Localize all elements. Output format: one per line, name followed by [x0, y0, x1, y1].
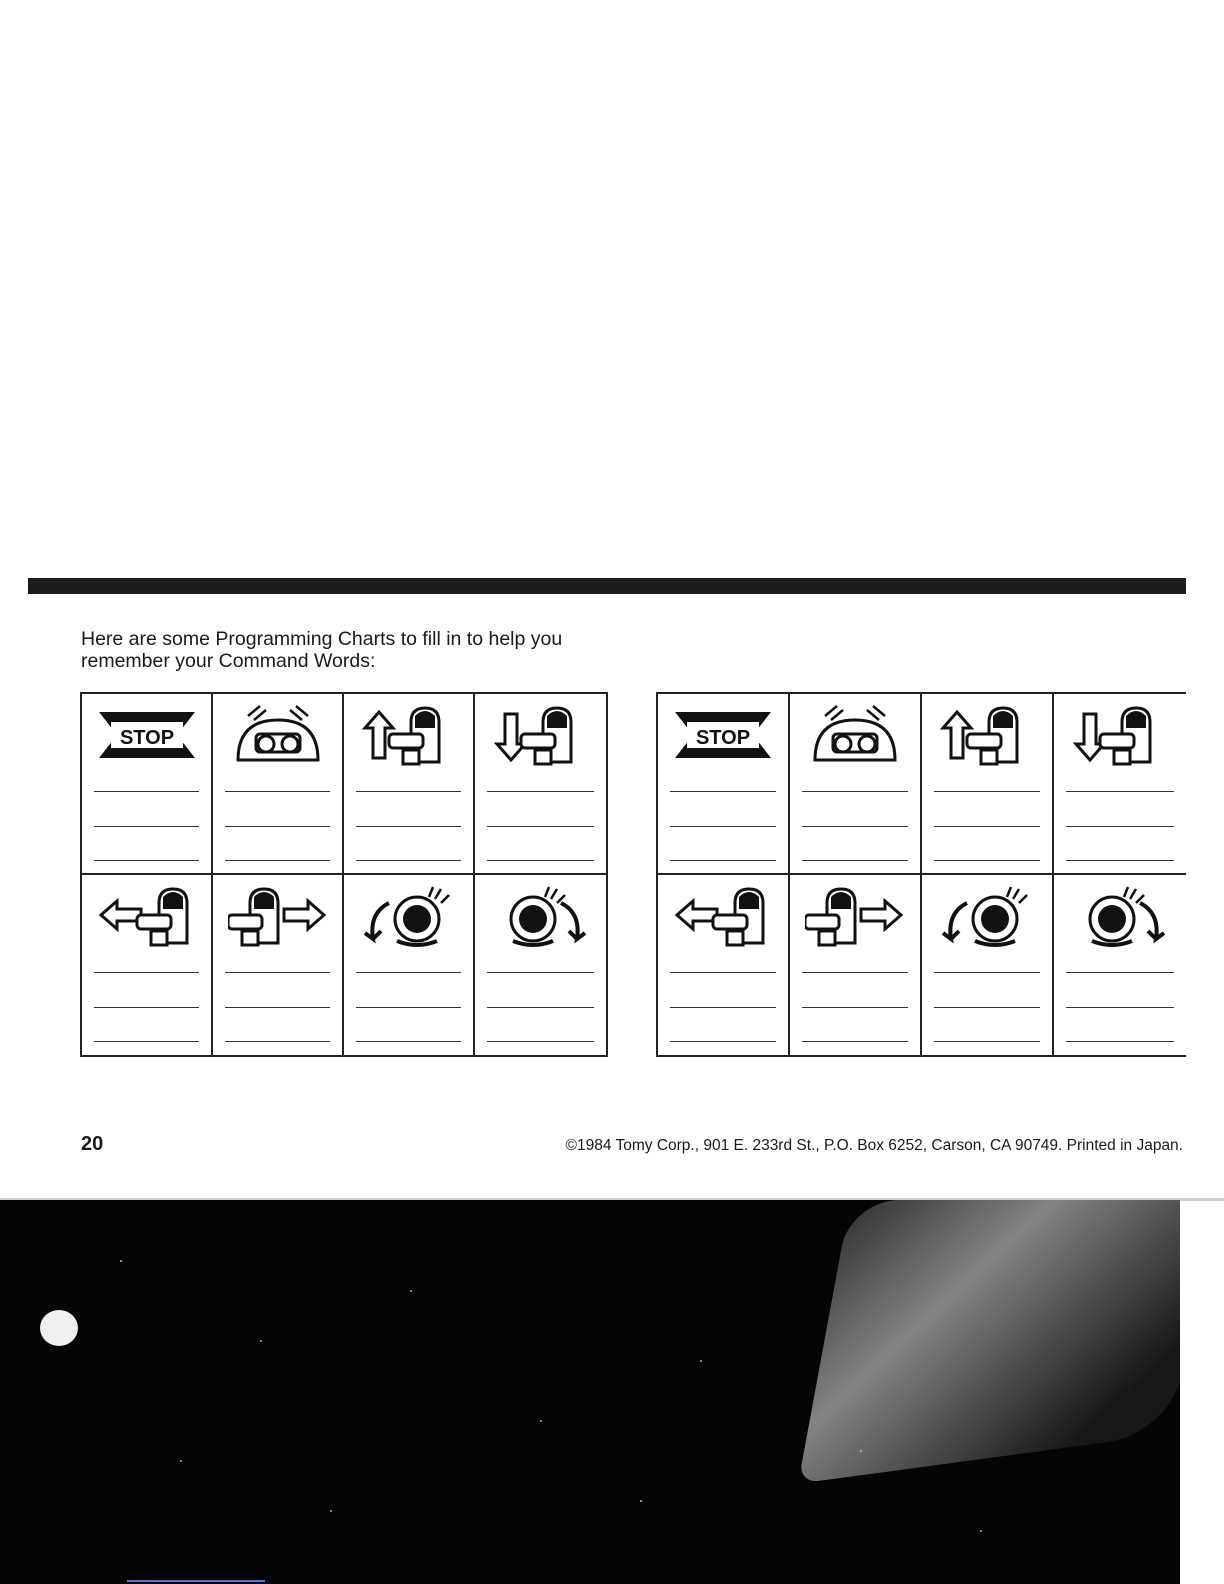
backward-arrow-robot-icon: [1070, 702, 1170, 768]
stop-sign-icon: [97, 702, 197, 768]
chart-cell-stop[interactable]: [658, 694, 790, 875]
chart-cell-backward[interactable]: [475, 694, 606, 875]
write-line[interactable]: [487, 1041, 594, 1042]
blue-mark: [127, 1580, 265, 1582]
robot-head-talk-icon: [228, 702, 328, 768]
chart-cell-left[interactable]: [82, 875, 213, 1056]
write-line[interactable]: [487, 972, 594, 973]
robot-head-talk-icon: [805, 702, 905, 768]
rotate-right-robot-icon: [1070, 883, 1170, 949]
header-rule-bar: [28, 578, 1186, 594]
write-line[interactable]: [934, 972, 1040, 973]
write-line[interactable]: [487, 826, 594, 827]
write-line[interactable]: [94, 791, 199, 792]
write-line[interactable]: [802, 1041, 908, 1042]
write-line[interactable]: [225, 1041, 330, 1042]
write-line[interactable]: [487, 791, 594, 792]
write-line[interactable]: [94, 1007, 199, 1008]
star: [700, 1360, 702, 1362]
copyright-notice: ©1984 Tomy Corp., 901 E. 233rd St., P.O. Box 6252, Carson, CA 90749. Printed in Japan.: [565, 1137, 1183, 1154]
programming-chart-left: [80, 692, 608, 1057]
write-line[interactable]: [1066, 791, 1174, 792]
chart-cell-rotate-right[interactable]: [1054, 875, 1186, 1056]
star: [980, 1530, 982, 1532]
chart-cell-right[interactable]: [213, 875, 344, 1056]
write-line[interactable]: [225, 826, 330, 827]
write-line[interactable]: [934, 1007, 1040, 1008]
write-line[interactable]: [670, 1007, 776, 1008]
write-line[interactable]: [225, 1007, 330, 1008]
write-line[interactable]: [94, 826, 199, 827]
binder-hole: [40, 1310, 78, 1346]
intro-line-2: remember your Command Words:: [81, 650, 376, 672]
write-line[interactable]: [934, 1041, 1040, 1042]
right-arrow-robot-icon: [228, 883, 328, 949]
write-line[interactable]: [356, 826, 461, 827]
chart-cell-rotate-left[interactable]: [344, 875, 475, 1056]
write-line[interactable]: [356, 791, 461, 792]
rotate-right-robot-icon: [491, 883, 591, 949]
write-line[interactable]: [356, 1041, 461, 1042]
write-line[interactable]: [802, 860, 908, 861]
backward-arrow-robot-icon: [491, 702, 591, 768]
page-number: 20: [81, 1133, 104, 1155]
write-line[interactable]: [670, 972, 776, 973]
write-line[interactable]: [225, 972, 330, 973]
star: [860, 1450, 862, 1452]
stop-sign-icon: [673, 702, 773, 768]
stop-label: STOP: [119, 727, 174, 749]
chart-cell-backward[interactable]: [1054, 694, 1186, 875]
stop-label: STOP: [695, 727, 751, 749]
write-line[interactable]: [802, 791, 908, 792]
programming-chart-right: [656, 692, 1186, 1057]
forward-arrow-robot-icon: [359, 702, 459, 768]
write-line[interactable]: [94, 860, 199, 861]
intro-text: [81, 628, 641, 672]
star: [540, 1420, 542, 1422]
write-line[interactable]: [356, 1007, 461, 1008]
write-line[interactable]: [670, 1041, 776, 1042]
star: [260, 1340, 262, 1342]
left-arrow-robot-icon: [97, 883, 197, 949]
write-line[interactable]: [934, 826, 1040, 827]
intro-line-1: Here are some Programming Charts to fill in to help you: [81, 628, 563, 650]
write-line[interactable]: [225, 791, 330, 792]
write-line[interactable]: [94, 1041, 199, 1042]
left-arrow-robot-icon: [673, 883, 773, 949]
write-line[interactable]: [356, 860, 461, 861]
write-line[interactable]: [1066, 860, 1174, 861]
rotate-left-robot-icon: [937, 883, 1037, 949]
chart-cell-talk[interactable]: [790, 694, 922, 875]
write-line[interactable]: [94, 972, 199, 973]
write-line[interactable]: [1066, 1041, 1174, 1042]
write-line[interactable]: [1066, 1007, 1174, 1008]
chart-cell-rotate-right[interactable]: [475, 875, 606, 1056]
right-arrow-robot-icon: [805, 883, 905, 949]
write-line[interactable]: [802, 1007, 908, 1008]
write-line[interactable]: [802, 972, 908, 973]
write-line[interactable]: [670, 791, 776, 792]
write-line[interactable]: [802, 826, 908, 827]
star: [180, 1460, 182, 1462]
star: [410, 1290, 412, 1292]
back-cover-photo: [0, 1200, 1180, 1584]
star: [330, 1510, 332, 1512]
write-line[interactable]: [934, 791, 1040, 792]
star: [120, 1260, 122, 1262]
write-line[interactable]: [1066, 972, 1174, 973]
write-line[interactable]: [934, 860, 1040, 861]
rotate-left-robot-icon: [359, 883, 459, 949]
forward-arrow-robot-icon: [937, 702, 1037, 768]
chart-cell-forward[interactable]: [344, 694, 475, 875]
chart-cell-forward[interactable]: [922, 694, 1054, 875]
write-line[interactable]: [225, 860, 330, 861]
write-line[interactable]: [670, 860, 776, 861]
chart-cell-stop[interactable]: [82, 694, 213, 875]
star: [640, 1500, 642, 1502]
write-line[interactable]: [1066, 826, 1174, 827]
write-line[interactable]: [670, 826, 776, 827]
write-line[interactable]: [356, 972, 461, 973]
write-line[interactable]: [487, 860, 594, 861]
chart-cell-talk[interactable]: [213, 694, 344, 875]
chart-cell-right[interactable]: [790, 875, 922, 1056]
chart-cell-left[interactable]: [658, 875, 790, 1056]
write-line[interactable]: [487, 1007, 594, 1008]
chart-cell-rotate-left[interactable]: [922, 875, 1054, 1056]
space-glove-image: [798, 1200, 1180, 1484]
